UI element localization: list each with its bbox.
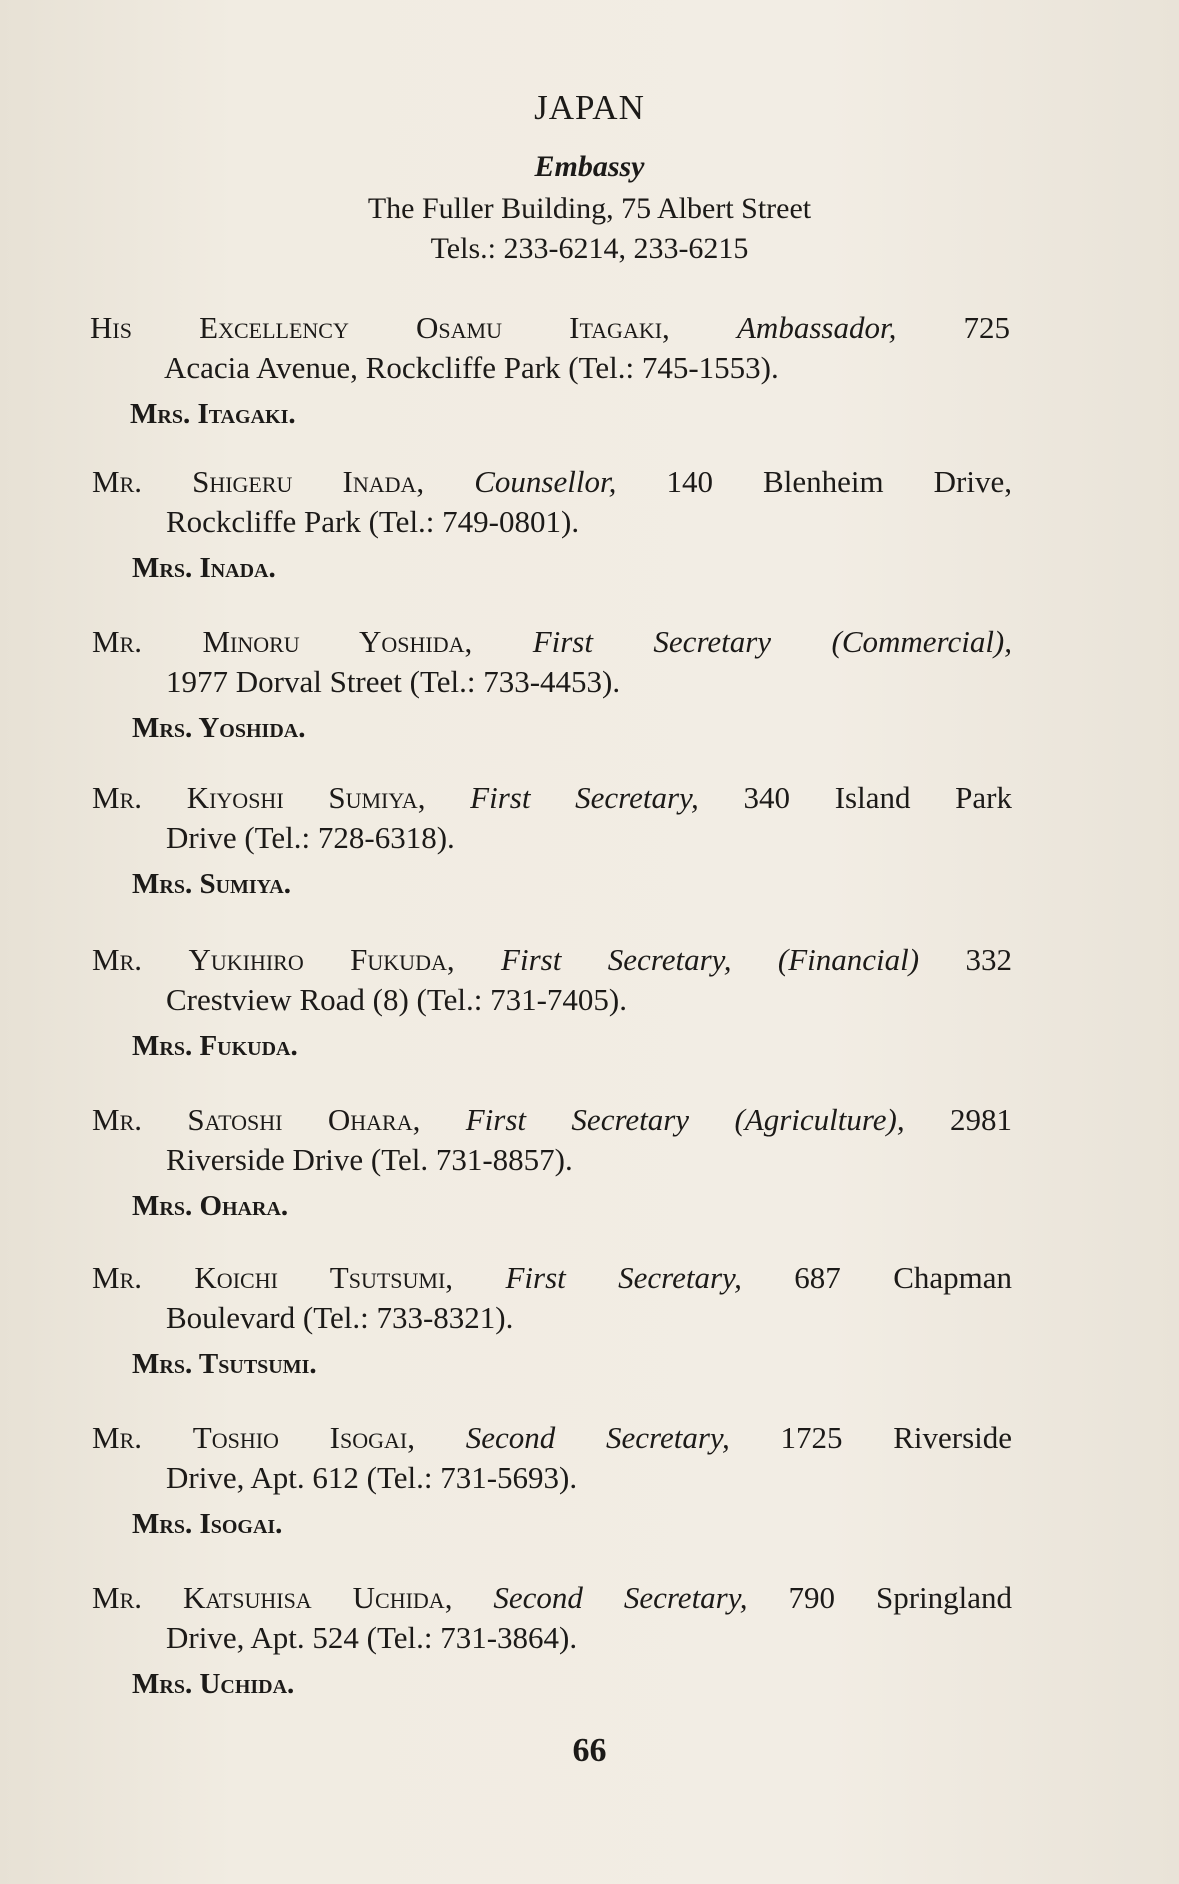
designation: First Secretary (Agriculture), <box>465 1102 905 1137</box>
address-start: 2981 <box>950 1102 1013 1137</box>
staff-name: Kiyoshi Sumiya, <box>186 780 426 815</box>
honorific: Mr. <box>92 624 142 659</box>
address-start: 340 Island Park <box>743 780 1012 815</box>
spouse-name: Mrs. Itagaki. <box>130 398 296 430</box>
address-continuation: Rockcliffe Park (Tel.: 749-0801). <box>166 504 580 539</box>
spouse-name: Mrs. Tsutsumi. <box>132 1348 317 1380</box>
address-start: 725 <box>963 310 1011 345</box>
country-title: JAPAN <box>534 88 645 127</box>
staff-entry <box>92 1578 1012 1701</box>
spouse-name: Mrs. Uchida. <box>132 1668 295 1700</box>
staff-name: Toshio Isogai, <box>192 1420 415 1455</box>
address-continuation: Riverside Drive (Tel. 731-8857). <box>166 1142 573 1177</box>
honorific: Mr. <box>92 1580 142 1615</box>
designation: First Secretary, <box>470 780 699 815</box>
spouse-name: Mrs. Sumiya. <box>132 868 291 900</box>
staff-name: Koichi Tsutsumi, <box>194 1260 454 1295</box>
honorific: Mr. <box>92 1260 142 1295</box>
spouse-name: Mrs. Isogai. <box>132 1508 283 1540</box>
honorific: Mr. <box>92 780 142 815</box>
embassy-address: The Fuller Building, 75 Albert Street <box>367 192 812 225</box>
designation: Counsellor, <box>474 464 617 499</box>
spouse-name: Mrs. Ohara. <box>132 1190 289 1222</box>
honorific: Mr. <box>92 1420 142 1455</box>
staff-name: Shigeru Inada, <box>192 464 425 499</box>
designation: First Secretary (Commercial), <box>532 624 1013 659</box>
entry-first-line <box>92 778 1012 818</box>
designation: Ambassador, <box>737 310 897 345</box>
address-continuation: Drive, Apt. 524 (Tel.: 731-3864). <box>166 1620 578 1655</box>
honorific: Mr. <box>92 942 142 977</box>
staff-name: Yukihiro Fukuda, <box>188 942 455 977</box>
section-heading: Embassy <box>534 150 645 183</box>
entry-first-line <box>92 940 1012 980</box>
entry-first-line <box>92 1258 1012 1298</box>
staff-entry <box>92 1258 1012 1381</box>
designation: Second Secretary, <box>465 1420 730 1455</box>
entry-first-line <box>92 622 1012 662</box>
honorific: Mr. <box>92 464 142 499</box>
designation: First Secretary, (Financial) <box>501 942 920 977</box>
entry-first-line <box>92 1578 1012 1618</box>
embassy-telephones: Tels.: 233-6214, 233-6215 <box>430 232 749 265</box>
spouse-name: Mrs. Fukuda. <box>132 1030 298 1062</box>
address-continuation: Crestview Road (8) (Tel.: 731-7405). <box>166 982 628 1017</box>
entry-first-line <box>92 462 1012 502</box>
honorific: Mr. <box>92 1102 142 1137</box>
address-continuation: Drive (Tel.: 728-6318). <box>166 820 455 855</box>
address-continuation: Drive, Apt. 612 (Tel.: 731-5693). <box>166 1460 578 1495</box>
address-start: 332 <box>965 942 1013 977</box>
staff-name: Katsuhisa Uchida, <box>182 1580 453 1615</box>
staff-entry <box>92 622 1012 745</box>
address-start: 1725 Riverside <box>780 1420 1013 1455</box>
address-start: 140 Blenheim Drive, <box>666 464 1013 499</box>
address-continuation: Boulevard (Tel.: 733-8321). <box>166 1300 514 1335</box>
entry-first-line <box>92 1418 1012 1458</box>
address-start: 687 Chapman <box>794 1260 1012 1295</box>
staff-name: Satoshi Ohara, <box>187 1102 421 1137</box>
address-continuation: 1977 Dorval Street (Tel.: 733-4453). <box>166 664 621 699</box>
staff-entry <box>92 1418 1012 1541</box>
designation: Second Secretary, <box>493 1580 748 1615</box>
staff-entry <box>92 778 1012 901</box>
entry-first-line <box>92 1100 1012 1140</box>
page-header <box>0 88 1179 266</box>
address-start: 790 Springland <box>788 1580 1012 1615</box>
honorific: His Excellency <box>90 310 349 345</box>
address-continuation: Acacia Avenue, Rockcliffe Park (Tel.: 745-1553). <box>164 350 779 385</box>
staff-name: Osamu Itagaki, <box>416 310 670 345</box>
spouse-name: Mrs. Yoshida. <box>132 712 306 744</box>
spouse-name: Mrs. Inada. <box>132 552 276 584</box>
staff-entry <box>92 462 1012 585</box>
staff-name: Minoru Yoshida, <box>202 624 473 659</box>
staff-entry <box>92 1100 1012 1223</box>
page-number: 66 <box>572 1732 607 1769</box>
staff-entry <box>90 308 1010 431</box>
designation: First Secretary, <box>505 1260 742 1295</box>
entry-first-line <box>90 308 1010 348</box>
staff-entry <box>92 940 1012 1063</box>
